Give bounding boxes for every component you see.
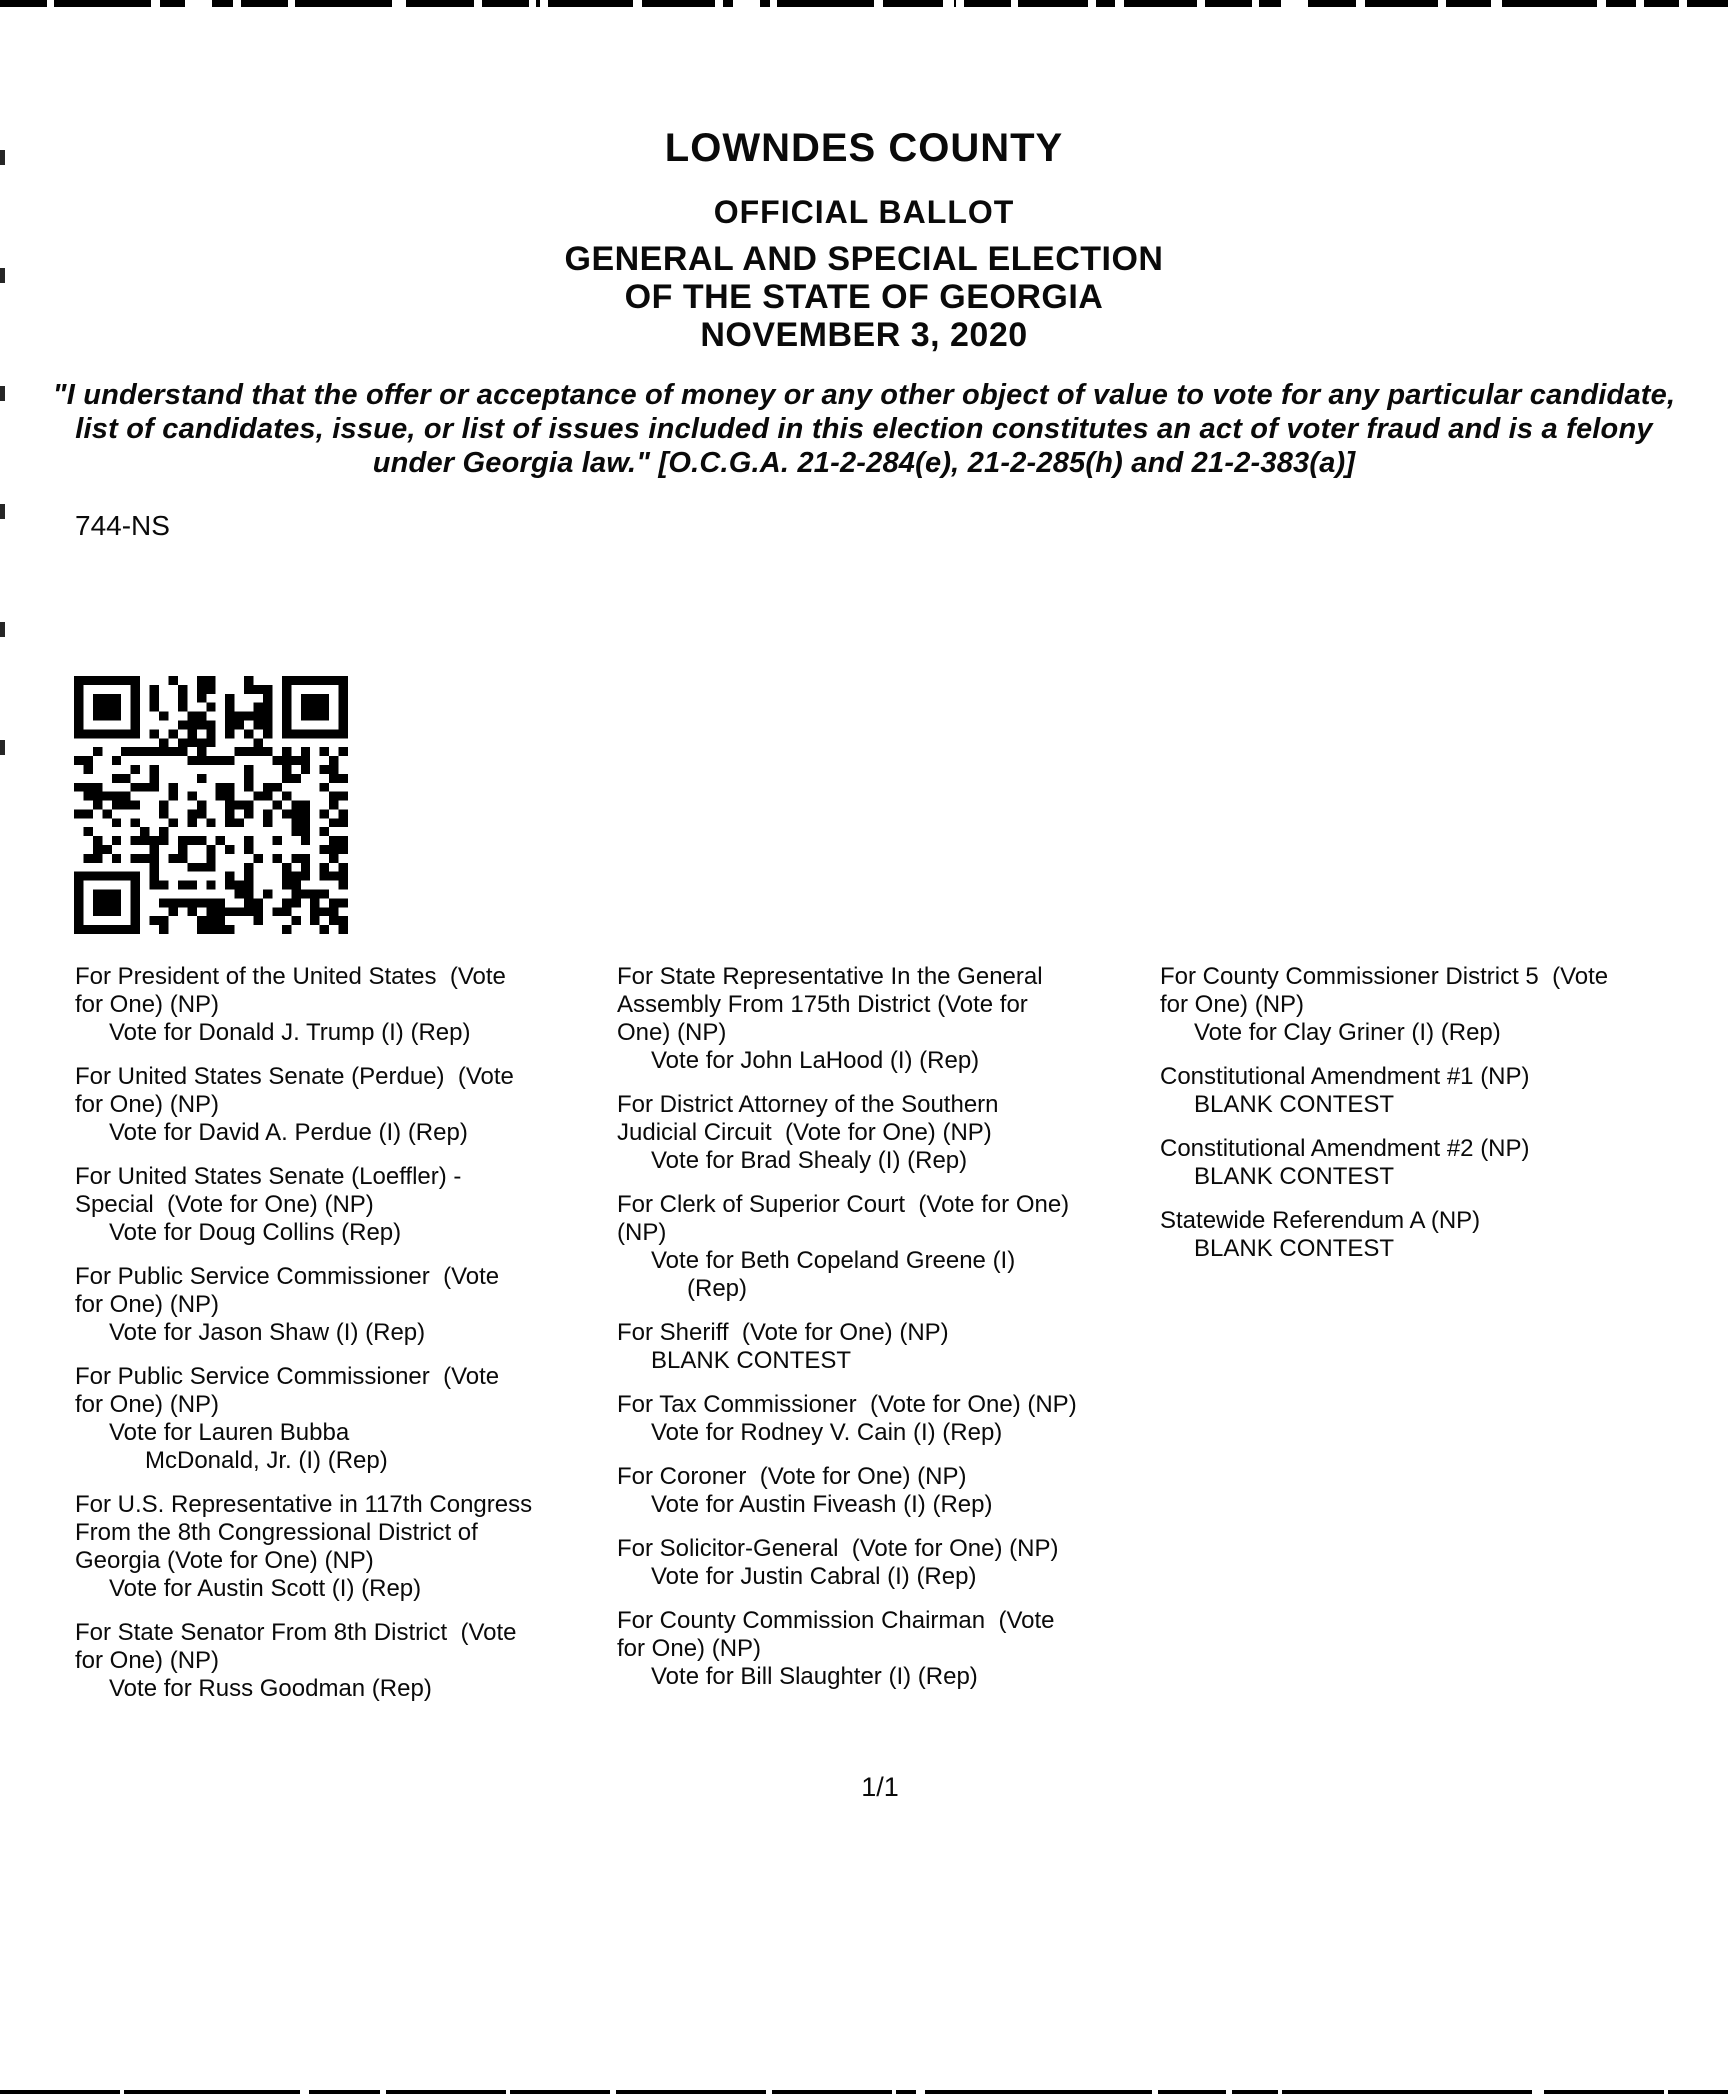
contest-title-line: For County Commission Chairman (Vote	[617, 1607, 1055, 1634]
contest-title-line: Assembly From 175th District (Vote for	[617, 991, 1028, 1018]
contest	[1160, 963, 1728, 1047]
contest-title-line: Constitutional Amendment #1 (NP)	[1160, 1063, 1530, 1090]
vote-line: Vote for Austin Scott (I) (Rep)	[109, 1575, 422, 1602]
contest	[617, 1535, 1157, 1591]
vote-line: Vote for Austin Fiveash (I) (Rep)	[651, 1491, 993, 1518]
contest-title-line: For United States Senate (Loeffler) -	[75, 1163, 462, 1190]
contest	[617, 1191, 1157, 1303]
vote-line: (Rep)	[687, 1275, 748, 1302]
contest-title-line: For Tax Commissioner (Vote for One) (NP)	[617, 1391, 1077, 1418]
qr-code-icon	[74, 676, 348, 934]
vote-line: Vote for Jason Shaw (I) (Rep)	[109, 1319, 426, 1346]
page-number: 1/1	[861, 1772, 899, 1802]
contest-title-line: Georgia (Vote for One) (NP)	[75, 1547, 374, 1574]
contest-title-line: For Sheriff (Vote for One) (NP)	[617, 1319, 949, 1346]
contest	[1160, 1063, 1728, 1119]
contest-title-line: For President of the United States (Vote	[75, 963, 506, 990]
contest-title-line: for One) (NP)	[75, 1391, 220, 1418]
contest-title-line: For State Senator From 8th District (Vote	[75, 1619, 517, 1646]
contest-title-line: for One) (NP)	[75, 1091, 220, 1118]
contest-title-line: For Public Service Commissioner (Vote	[75, 1363, 500, 1390]
election-date: NOVEMBER 3, 2020	[700, 316, 1028, 354]
contest-title-line: for One) (NP)	[75, 991, 220, 1018]
contest	[1160, 1135, 1728, 1191]
contest-title-line: For United States Senate (Perdue) (Vote	[75, 1063, 514, 1090]
vote-line: McDonald, Jr. (I) (Rep)	[145, 1447, 388, 1474]
vote-line: Vote for Justin Cabral (I) (Rep)	[651, 1563, 977, 1590]
contest-title-line: Special (Vote for One) (NP)	[75, 1191, 374, 1218]
vote-line: BLANK CONTEST	[1194, 1091, 1395, 1118]
vote-line: Vote for Beth Copeland Greene (I)	[651, 1247, 1016, 1274]
contest	[75, 1063, 615, 1147]
contest	[75, 1619, 615, 1703]
vote-line: Vote for Clay Griner (I) (Rep)	[1194, 1019, 1501, 1046]
contest-title-line: Constitutional Amendment #2 (NP)	[1160, 1135, 1530, 1162]
official-ballot-title: OFFICIAL BALLOT	[713, 194, 1015, 230]
vote-line: Vote for Brad Shealy (I) (Rep)	[651, 1147, 968, 1174]
vote-line: Vote for Bill Slaughter (I) (Rep)	[651, 1663, 978, 1690]
voter-fraud-disclaimer	[40, 378, 1688, 480]
contest	[617, 1391, 1157, 1447]
election-title-line: OF THE STATE OF GEORGIA	[624, 278, 1104, 316]
vote-line: Vote for Lauren Bubba	[109, 1419, 350, 1446]
contest	[75, 1263, 615, 1347]
contest-title-line: for One) (NP)	[75, 1291, 220, 1318]
contest	[617, 1319, 1157, 1375]
contest-title-line: (NP)	[617, 1219, 667, 1246]
election-title-block	[0, 240, 1728, 354]
contest	[75, 1163, 615, 1247]
contest	[617, 1463, 1157, 1519]
ballot-style-code: 744-NS	[75, 510, 170, 541]
scan-edge-artifact-bottom	[0, 2090, 1728, 2094]
county-title: LOWNDES COUNTY	[664, 126, 1064, 170]
vote-line: Vote for Russ Goodman (Rep)	[109, 1675, 432, 1702]
election-title-line: GENERAL AND SPECIAL ELECTION	[564, 240, 1164, 278]
disclaimer-line: "I understand that the offer or acceptance of money or any other object of value to vote for any particular candidate,	[52, 379, 1676, 411]
vote-line: BLANK CONTEST	[1194, 1235, 1395, 1262]
contest-title-line: Judicial Circuit (Vote for One) (NP)	[617, 1119, 992, 1146]
contest-title-line: for One) (NP)	[617, 1635, 762, 1662]
contest-title-line: For District Attorney of the Southern	[617, 1091, 999, 1118]
vote-line: Vote for Donald J. Trump (I) (Rep)	[109, 1019, 471, 1046]
contest-column-1	[75, 963, 615, 1719]
contest-column-2	[617, 963, 1157, 1707]
contest	[75, 963, 615, 1047]
vote-line: Vote for David A. Perdue (I) (Rep)	[109, 1119, 468, 1146]
contest	[617, 1091, 1157, 1175]
vote-line: Vote for Doug Collins (Rep)	[109, 1219, 402, 1246]
contest-title-line: From the 8th Congressional District of	[75, 1519, 478, 1546]
contest-title-line: For State Representative In the General	[617, 963, 1043, 990]
contest	[75, 1363, 615, 1475]
contest-title-line: One) (NP)	[617, 1019, 727, 1046]
contest-title-line: For Solicitor-General (Vote for One) (NP)	[617, 1535, 1059, 1562]
vote-line: BLANK CONTEST	[651, 1347, 852, 1374]
vote-line: BLANK CONTEST	[1194, 1163, 1395, 1190]
contest-title-line: For Public Service Commissioner (Vote	[75, 1263, 500, 1290]
contest-title-line: for One) (NP)	[75, 1647, 220, 1674]
vote-line: Vote for Rodney V. Cain (I) (Rep)	[651, 1419, 1003, 1446]
contest-title-line: For Clerk of Superior Court (Vote for One)	[617, 1191, 1070, 1218]
disclaimer-line: under Georgia law." [O.C.G.A. 21-2-284(e), 21-2-285(h) and 21-2-383(a)]	[372, 447, 1356, 479]
contest	[617, 1607, 1157, 1691]
contest-title-line: for One) (NP)	[1160, 991, 1305, 1018]
contest-title-line: For Coroner (Vote for One) (NP)	[617, 1463, 967, 1490]
contest	[617, 963, 1157, 1075]
contest-title-line: For County Commissioner District 5 (Vote	[1160, 963, 1609, 990]
scan-edge-artifact-top	[0, 0, 1728, 7]
disclaimer-line: list of candidates, issue, or list of issues included in this election constitutes an act of voter fraud and is a felony	[75, 413, 1653, 445]
contest-column-3	[1160, 963, 1728, 1279]
contest	[1160, 1207, 1728, 1263]
vote-line: Vote for John LaHood (I) (Rep)	[651, 1047, 980, 1074]
contest-title-line: For U.S. Representative in 117th Congress	[75, 1491, 533, 1518]
contest	[75, 1491, 615, 1603]
contest-title-line: Statewide Referendum A (NP)	[1160, 1207, 1481, 1234]
